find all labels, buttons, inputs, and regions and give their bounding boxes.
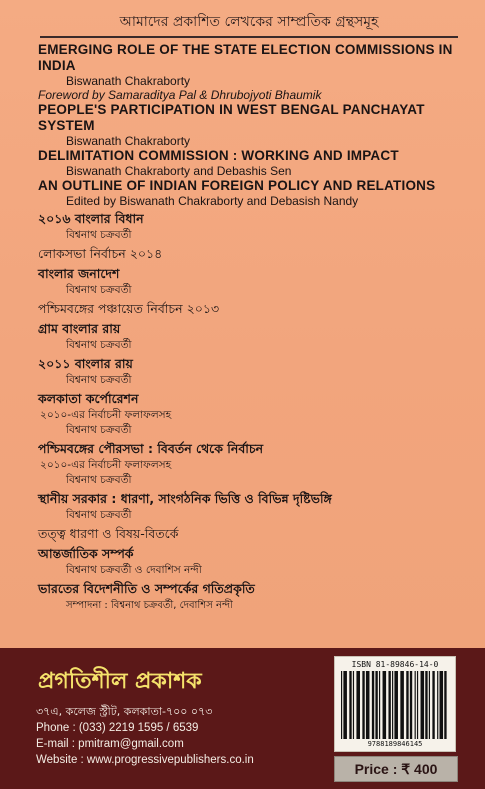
book-item <box>38 210 478 243</box>
book-title: EMERGING ROLE OF THE STATE ELECTION COMMISSIONS IN INDIA <box>38 42 453 73</box>
publisher-email: E-mail : pmitram@gmail.com <box>36 738 184 750</box>
barcode-bar <box>366 671 370 739</box>
book-title: DELIMITATION COMMISSION : WORKING AND IMPACT <box>38 148 399 163</box>
barcode-bar <box>437 671 438 739</box>
book-item <box>38 320 478 353</box>
book-title: আন্তর্জাতিক সম্পর্ক <box>38 546 134 561</box>
book-author: বিশ্বনাথ চক্রবর্তী <box>66 229 132 241</box>
book-subtitle: ২০১০-এর নির্বাচনী ফলাফলসহ <box>40 459 172 471</box>
publisher-address: ৩৭এ, কলেজ স্ট্রীট, কলকাতা-৭০০ ০৭৩ <box>36 705 213 718</box>
book-item <box>38 265 478 298</box>
book-author: Foreword by Samaraditya Pal & Dhrubojyoti Bhaumik <box>38 88 322 102</box>
book-title: স্থানীয় সরকার : ধারণা, সাংগঠনিক ভিত্তি ও বিভিন্ন দৃষ্টিভঙ্গি <box>38 491 332 506</box>
barcode-bar <box>429 671 430 739</box>
book-title: AN OUTLINE OF INDIAN FOREIGN POLICY AND RELATIONS <box>38 178 436 193</box>
book-item <box>38 42 478 102</box>
barcode-bar <box>406 671 408 739</box>
barcode-bar <box>394 671 398 739</box>
book-title: ২০১৬ বাংলার বিধান <box>38 211 144 226</box>
book-author: বিশ্বনাথ চক্রবর্তী ও দেবাশিস নন্দী <box>66 564 202 576</box>
book-item <box>38 525 478 543</box>
book-item <box>38 580 478 613</box>
book-author: বিশ্বনাথ চক্রবর্তী <box>66 474 132 486</box>
barcode-bar <box>421 671 425 739</box>
publisher-panel <box>0 648 485 789</box>
barcode-bar <box>383 671 387 739</box>
barcode-bar <box>349 671 351 739</box>
book-item <box>38 545 478 578</box>
barcode-bar <box>379 671 380 739</box>
publisher-contact <box>36 704 254 768</box>
book-title: ২০১১ বাংলার রায় <box>38 356 133 371</box>
book-title: কলকাতা কর্পোরেশন <box>38 391 139 406</box>
barcode-bar <box>388 671 390 739</box>
barcode-bars <box>341 671 449 739</box>
book-item <box>38 490 478 523</box>
book-author: বিশ্বনাথ চক্রবর্তী <box>66 374 132 386</box>
book-list <box>38 42 478 613</box>
isbn-text: ISBN 81-89846-14-0 <box>351 660 439 669</box>
barcode-bar <box>440 671 444 739</box>
barcode-bar <box>444 671 446 739</box>
barcode-bar <box>362 671 364 739</box>
barcode-bar <box>410 671 412 739</box>
price-tag: Price : ₹ 400 <box>334 756 458 782</box>
barcode-bar <box>417 671 418 739</box>
barcode-bar <box>425 671 427 739</box>
book-author: সম্পাদনা : বিশ্বনাথ চক্রবর্তী, দেবাশিস নন্দী <box>66 600 233 611</box>
barcode-bar <box>353 671 354 739</box>
book-title: তত্ত্ব ধারণা ও বিষয়-বিতর্কে <box>38 526 179 541</box>
publisher-name: প্রগতিশীল প্রকাশক <box>38 669 202 694</box>
book-author: বিশ্বনাথ চক্রবর্তী <box>66 339 132 351</box>
book-title: PEOPLE'S PARTICIPATION IN WEST BENGAL PANCHAYAT SYSTEM <box>38 102 425 133</box>
barcode-number: 9788189846145 <box>367 740 423 748</box>
book-title: ভারতের বিদেশনীতি ও সম্পর্কের গতিপ্রকৃতি <box>38 581 255 596</box>
book-title: লোকসভা নির্বাচন ২০১৪ <box>38 246 163 261</box>
barcode <box>334 656 456 752</box>
book-item <box>38 178 478 208</box>
barcode-bar <box>432 671 434 739</box>
book-author: বিশ্বনাথ চক্রবর্তী <box>66 284 132 296</box>
publisher-website: Website : www.progressivepublishers.co.in <box>36 754 254 766</box>
book-item <box>38 355 478 388</box>
publisher-phone: Phone : (033) 2219 1595 / 6539 <box>36 722 199 734</box>
book-item <box>38 440 478 488</box>
list-header: আমাদের প্রকাশিত লেখকের সাম্প্রতিক গ্রন্থসমূহ <box>40 8 458 38</box>
book-subtitle: ২০১০-এর নির্বাচনী ফলাফলসহ <box>40 409 172 421</box>
barcode-bar <box>415 671 416 739</box>
book-title: পশ্চিমবঙ্গের পৌরসভা : বিবর্তন থেকে নির্বাচন <box>38 441 264 456</box>
book-title: গ্রাম বাংলার রায় <box>38 321 121 336</box>
book-author: বিশ্বনাথ চক্রবর্তী <box>66 509 132 521</box>
book-item <box>38 148 478 178</box>
book-author: বিশ্বনাথ চক্রবর্তী <box>66 424 132 436</box>
barcode-bar <box>372 671 374 739</box>
book-item <box>38 102 478 148</box>
book-author: Edited by Biswanath Chakraborty and Debasish Nandy <box>66 194 359 208</box>
barcode-bar <box>400 671 404 739</box>
barcode-bar <box>343 671 347 739</box>
barcode-bar <box>356 671 360 739</box>
barcode-bar <box>392 671 393 739</box>
book-item <box>38 300 478 318</box>
book-title: বাংলার জনাদেশ <box>38 266 120 281</box>
book-item <box>38 390 478 438</box>
book-author: Biswanath Chakraborty and Debashis Sen <box>66 164 292 178</box>
book-author: Biswanath Chakraborty <box>66 74 191 88</box>
barcode-bar <box>375 671 377 739</box>
book-item <box>38 245 478 263</box>
book-author: Biswanath Chakraborty <box>66 134 191 148</box>
book-title: পশ্চিমবঙ্গের পঞ্চায়েত নির্বাচন ২০১৩ <box>38 301 220 316</box>
barcode-bar <box>341 671 342 739</box>
